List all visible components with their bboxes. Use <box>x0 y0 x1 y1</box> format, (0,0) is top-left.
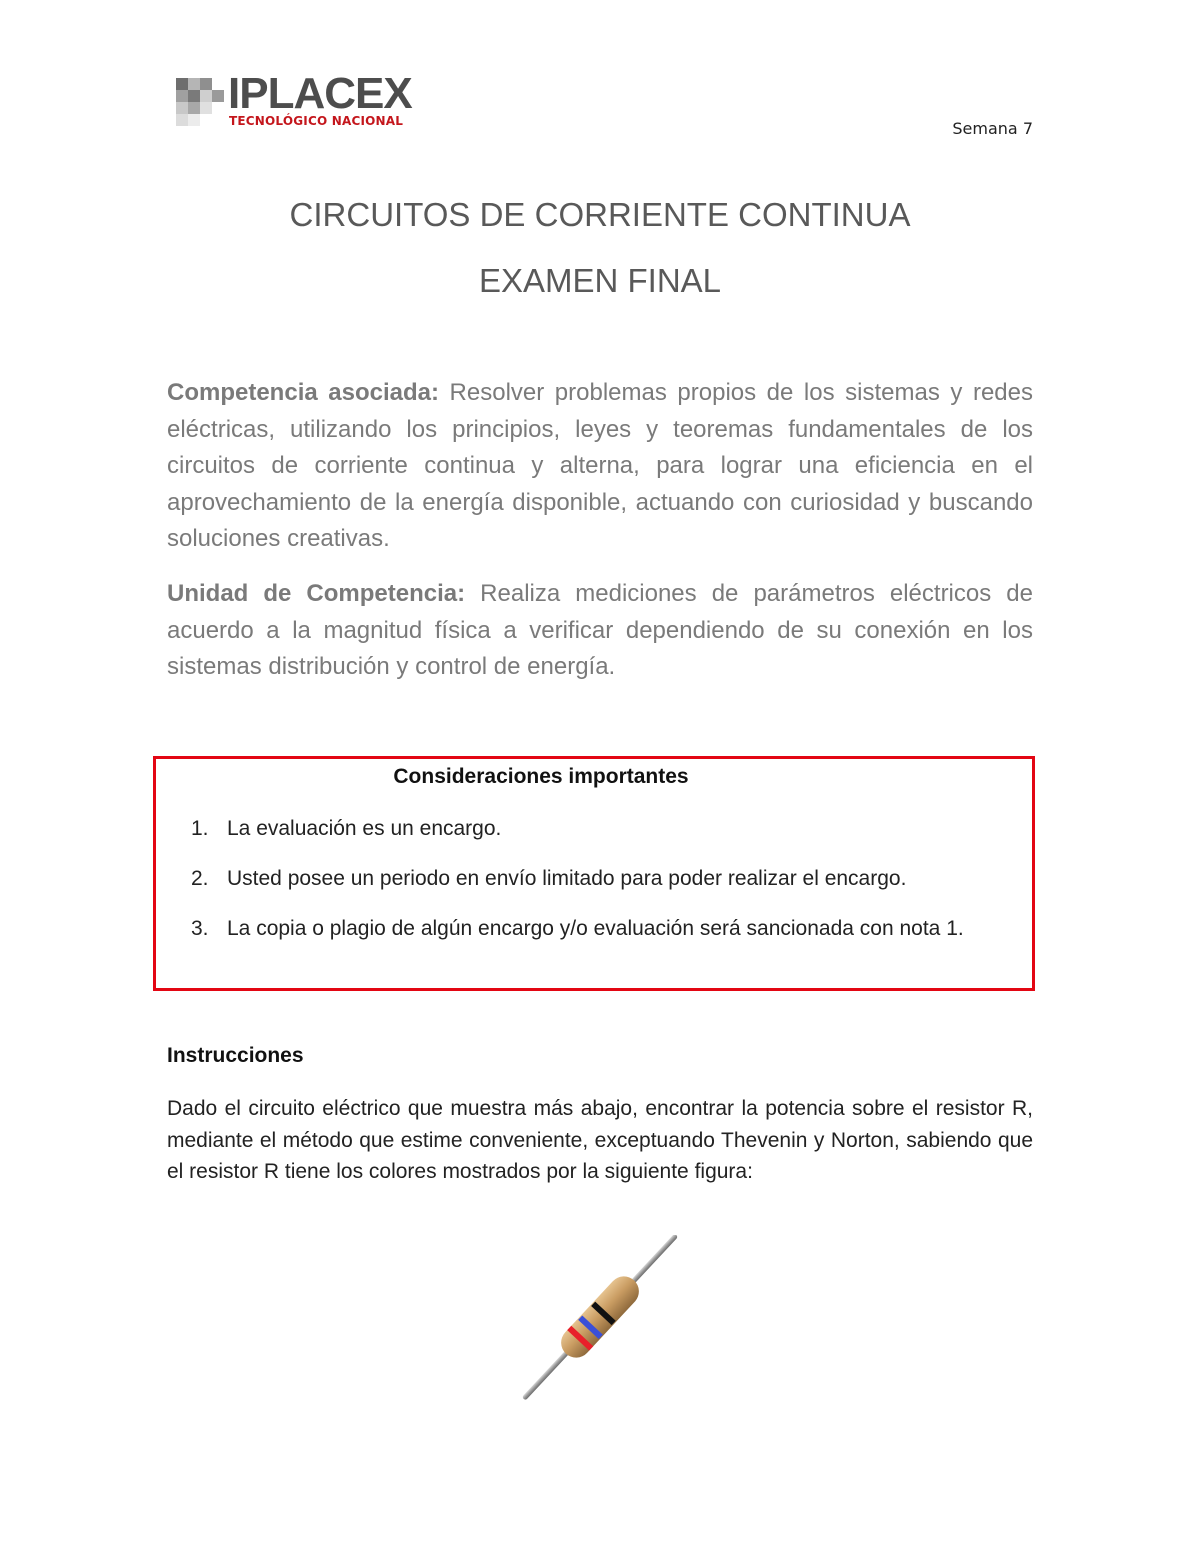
competencia-paragraph <box>167 375 1033 558</box>
considerations-box <box>153 756 1035 991</box>
item-number: 1. <box>191 817 209 840</box>
unidad-paragraph <box>167 576 1033 686</box>
competencia-label: Competencia asociada: <box>167 379 439 406</box>
document-subtitle: EXAMEN FINAL <box>478 262 722 299</box>
resistor-image <box>515 1235 685 1400</box>
item-number: 3. <box>191 917 209 940</box>
instructions-text: Dado el circuito eléctrico que muestra más abajo, encontrar la potencia sobre el resistor R, mediante el método que estime conveniente, exceptuando Thevenin y Norton, sabiendo que el resistor R tiene los colores mostrados por la siguiente figura: <box>167 1097 1033 1183</box>
competencia-text: Resolver problemas propios de los sistemas y redes eléctricas, utilizando los principios, leyes y teoremas fundamentales de los circuitos de corriente continua y alterna, para lograr una eficiencia en el aprovechamiento de la energía disponible, actuando con curiosidad y buscando soluciones creativas. <box>167 379 1033 552</box>
week-label: Semana 7 <box>952 119 1033 138</box>
instructions-heading: Instrucciones <box>167 1044 304 1067</box>
iplacex-logo <box>176 69 416 132</box>
unidad-label: Unidad de Competencia: <box>167 580 466 607</box>
logo-subtitle: TECNOLÓGICO NACIONAL <box>229 114 404 128</box>
resistor-body <box>555 1270 645 1364</box>
unidad-text: Realiza mediciones de parámetros eléctricos de acuerdo a la magnitud física a verificar dependiendo de su conexión en los sistemas distribución y control de energía. <box>167 580 1033 680</box>
item-text: Usted posee un periodo en envío limitado para poder realizar el encargo. <box>227 867 907 890</box>
document-title: CIRCUITOS DE CORRIENTE CONTINUA <box>289 196 911 233</box>
logo-grid-icon <box>176 78 224 126</box>
logo-wordmark: IPLACEX <box>228 69 412 118</box>
item-number: 2. <box>191 867 209 890</box>
resistor-lead-right <box>627 1235 678 1288</box>
resistor-lead-left <box>522 1346 573 1400</box>
item-text: La evaluación es un encargo. <box>227 817 502 840</box>
considerations-title: Consideraciones importantes <box>393 765 689 788</box>
item-text: La copia o plagio de algún encargo y/o evaluación será sancionada con nota 1. <box>227 917 964 940</box>
